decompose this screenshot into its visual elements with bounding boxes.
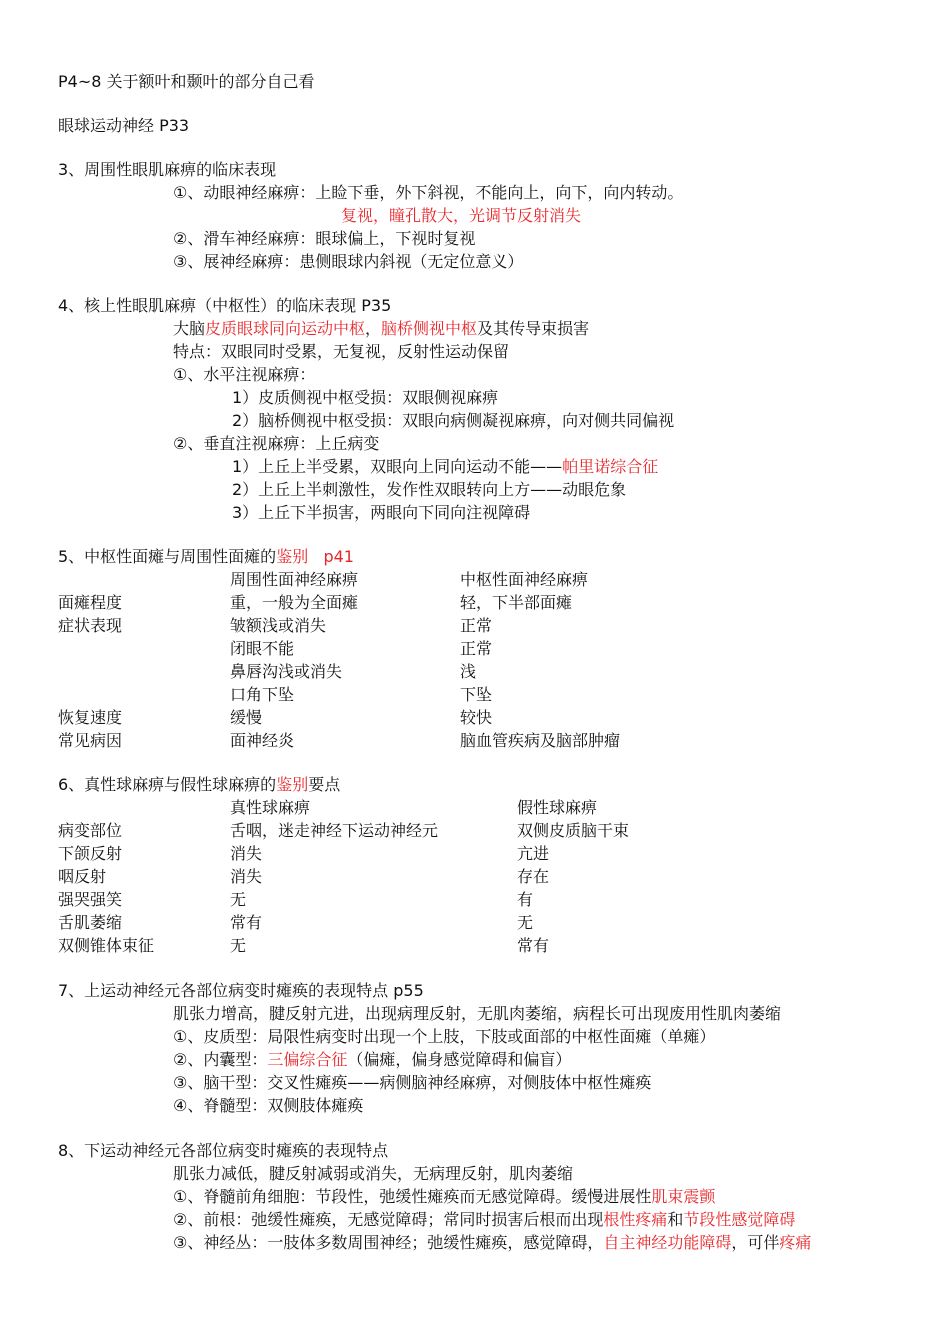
list-item: ①、水平注视麻痹： (173, 365, 316, 384)
text-span: ，可伴 (731, 1233, 780, 1252)
text-span: 5、中枢性面瘫与周围性面瘫的 (58, 547, 277, 566)
column-header: 真性球麻痹 (230, 798, 311, 817)
row-label: 下颌反射 (58, 844, 123, 863)
highlight-text: 鉴别 (276, 547, 309, 566)
cell: 无 (230, 890, 247, 909)
intro-line: P4~8 关于额叶和颞叶的部分自己看 (58, 72, 315, 91)
list-item: ①、皮质型：局限性病变时出现一个上肢，下肢或面部的中枢性面瘫（单瘫） (173, 1027, 716, 1046)
cell: 常有 (230, 913, 263, 932)
row-label: 病变部位 (58, 821, 123, 840)
text-span: 1）上丘上半受累，双眼向上同向运动不能—— (232, 457, 563, 476)
highlight-text: 鉴别 (276, 775, 309, 794)
section-title: 7、上运动神经元各部位病变时瘫痪的表现特点 p55 (58, 981, 424, 1000)
column-header: 周围性面神经麻痹 (230, 570, 359, 589)
highlight-text: 帕里诺综合征 (562, 457, 659, 476)
row-label: 双侧锥体束征 (58, 936, 155, 955)
cell: 正常 (460, 616, 493, 635)
cell: 面神经炎 (230, 731, 295, 750)
cell: 缓慢 (230, 708, 263, 727)
intro-line: 眼球运动神经 P33 (58, 116, 190, 135)
sub-item (232, 457, 658, 477)
row-label: 强哭强笑 (58, 890, 123, 909)
list-item (173, 1233, 811, 1253)
cell: 有 (517, 890, 534, 909)
list-item (173, 1050, 571, 1070)
cell: 下坠 (460, 685, 493, 704)
cell: 双侧皮质脑干束 (517, 821, 630, 840)
list-item: 肌张力减低，腱反射减弱或消失，无病理反射，肌肉萎缩 (173, 1164, 574, 1183)
cell: 无 (517, 913, 534, 932)
cell: 闭眼不能 (230, 639, 295, 658)
sub-item: 3）上丘下半损害，两眼向下同向注视障碍 (232, 503, 531, 522)
list-item (173, 319, 589, 339)
sub-item: 1）皮质侧视中枢受损：双眼侧视麻痹 (232, 388, 499, 407)
section-title: 3、周围性眼肌麻痹的临床表现 (58, 160, 277, 179)
row-label: 常见病因 (58, 731, 123, 750)
text-span: ②、内囊型： (173, 1050, 268, 1069)
highlight-text: p41 (323, 547, 354, 566)
text-span: ①、脊髓前角细胞：节段性，弛缓性瘫痪而无感觉障碍。缓慢进展性 (173, 1187, 652, 1206)
row-label: 舌肌萎缩 (58, 913, 123, 932)
row-label: 咽反射 (58, 867, 107, 886)
cell: 正常 (460, 639, 493, 658)
list-item: ①、动眼神经麻痹：上睑下垂，外下斜视，不能向上，向下，向内转动。 (173, 183, 684, 202)
cell: 常有 (517, 936, 550, 955)
text-span: 大脑 (173, 319, 206, 338)
cell: 亢进 (517, 844, 550, 863)
highlight-text: 三偏综合征 (267, 1050, 348, 1069)
cell: 存在 (517, 867, 550, 886)
text-span: 6、真性球麻痹与假性球麻痹的 (58, 775, 277, 794)
sub-item: 2）脑桥侧视中枢受损：双眼向病侧凝视麻痹，向对侧共同偏视 (232, 411, 675, 430)
list-item: ④、脊髓型：双侧肢体瘫痪 (173, 1096, 364, 1115)
cell: 浅 (460, 662, 477, 681)
row-label: 面瘫程度 (58, 593, 123, 612)
highlight-text: 肌束震颤 (651, 1187, 716, 1206)
highlight-text: 根性疼痛 (603, 1210, 668, 1229)
cell: 皱额浅或消失 (230, 616, 327, 635)
text-span: 及其传导束损害 (477, 319, 590, 338)
section-title (58, 547, 354, 567)
list-item (173, 1187, 715, 1207)
cell: 轻，下半部面瘫 (460, 593, 573, 612)
text-span: ③、神经丛：一肢体多数周围神经；弛缓性瘫痪，感觉障碍， (173, 1233, 604, 1252)
highlight-text: 节段性感觉障碍 (683, 1210, 796, 1229)
section-title: 4、核上性眼肌麻痹（中枢性）的临床表现 P35 (58, 296, 392, 315)
column-header: 假性球麻痹 (517, 798, 598, 817)
cell: 脑血管疾病及脑部肿瘤 (460, 731, 621, 750)
cell: 重，一般为全面瘫 (230, 593, 359, 612)
list-item (173, 1210, 795, 1230)
section-title (58, 775, 340, 795)
cell: 消失 (230, 867, 263, 886)
text-span: 要点 (308, 775, 341, 794)
cell: 口角下坠 (230, 685, 295, 704)
highlight-text: 疼痛 (779, 1233, 812, 1252)
sub-item: 2）上丘上半刺激性，发作性双眼转向上方——动眼危象 (232, 480, 627, 499)
cell: 无 (230, 936, 247, 955)
highlight-text: 自主神经功能障碍 (603, 1233, 732, 1252)
row-label: 恢复速度 (58, 708, 123, 727)
list-item: ③、脑干型：交叉性瘫痪——病侧脑神经麻痹，对侧肢体中枢性瘫痪 (173, 1073, 652, 1092)
highlight-text: 皮质眼球同向运动中枢 (205, 319, 366, 338)
cell: 鼻唇沟浅或消失 (230, 662, 343, 681)
text-span: ②、前根：弛缓性瘫痪，无感觉障碍；常同时损害后根而出现 (173, 1210, 604, 1229)
highlight-text: 复视，瞳孔散大，光调节反射消失 (341, 206, 582, 225)
section-title: 8、下运动神经元各部位病变时瘫痪的表现特点 (58, 1141, 389, 1160)
list-item: ②、垂直注视麻痹：上丘病变 (173, 434, 380, 453)
column-header: 中枢性面神经麻痹 (460, 570, 589, 589)
cell: 舌咽，迷走神经下运动神经元 (230, 821, 439, 840)
cell: 较快 (460, 708, 493, 727)
row-label: 症状表现 (58, 616, 123, 635)
list-item: ③、展神经麻痹：患侧眼球内斜视（无定位意义） (173, 252, 524, 271)
text-span: 和 (667, 1210, 684, 1229)
list-item: 肌张力增高，腱反射亢进，出现病理反射，无肌肉萎缩，病程长可出现废用性肌肉萎缩 (173, 1004, 782, 1023)
highlight-text: 脑桥侧视中枢 (381, 319, 478, 338)
list-item: ②、滑车神经麻痹：眼球偏上，下视时复视 (173, 229, 476, 248)
text-span: ， (365, 319, 382, 338)
list-item: 特点：双眼同时受累，无复视，反射性运动保留 (173, 342, 510, 361)
text-span: （偏瘫，偏身感觉障碍和偏盲） (347, 1050, 572, 1069)
cell: 消失 (230, 844, 263, 863)
